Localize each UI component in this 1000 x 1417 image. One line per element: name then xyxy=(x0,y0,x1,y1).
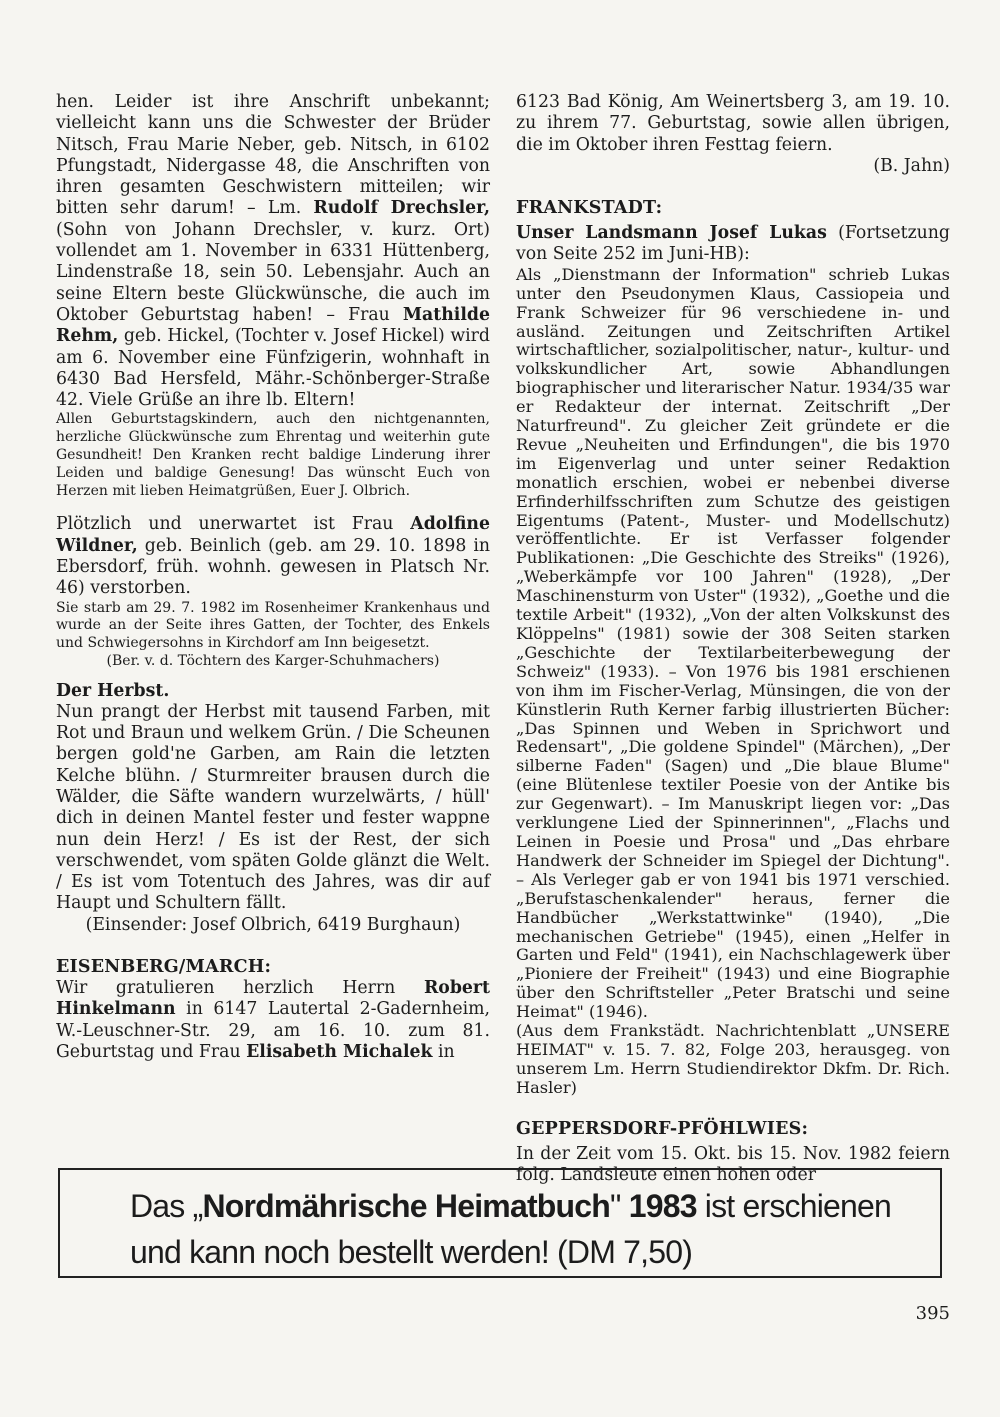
left-column xyxy=(56,92,490,1063)
section-heading-geppersdorf: GEPPERSDORF-PFÖHLWIES: xyxy=(516,1118,809,1139)
poem-text: Nun prangt der Herbst mit tausend Farben, mit Rot und Braun und welkem Grün. / Die Scheunen bergen gold'ne Garben, am Rain die letzten Kelche blühn. / Sturmreiter brausen durch die Wälder, die Säfte wandern wurzelwärts, / hüll' dich in deinen Mantel fester und fester wappne nun dein Herz! / Es ist der Rest, der sich verschwendet, vom späten Golde glänzt die Welt. / Es ist vom Totentuch des Jahres, was dir auf Haupt und Schultern fällt. xyxy=(56,701,490,914)
lukas-source: (Aus dem Frankstädt. Nachrichtenblatt „UNSERE HEIMAT" v. 15. 7. 82, Folge 203, herausgeg. von unserem Lm. Herrn Studiendirektor Dkfm. Dr. Rich. Hasler) xyxy=(516,1021,950,1097)
birthday-continuation: 6123 Bad König, Am Weinertsberg 3, am 19. 10. zu ihrem 77. Geburtstag, sowie allen übrigen, die im Oktober ihren Festtag feiern. xyxy=(516,92,950,155)
birthday-paragraph: hen. Leider ist ihre Anschrift unbekannt; vielleicht kann uns die Schwester der Brüder Nitsch, Frau Marie Neber, geb. Nitsch, in 6102 Pfungstadt, Nidergasse 48, die Anschriften von ihren gesamten Geschwistern mitteilen; wir bitten sehr darum! – Lm. Rudolf Drechsler, (Sohn von Johann Drechsler, v. kurz. Ort) vollendet am 1. November in 6331 Hüttenberg, Lindenstraße 18, sein 50. Lebensjahr. Auch an seine Eltern beste Glückwünsche, die auch im Oktober Geburtstag haben! – Frau Mathilde Rehm, geb. Hickel, (Tochter v. Josef Hickel) wird am 6. November eine Fünfzigerin, wohnhaft in 6430 Bad Hersfeld, Mähr.-Schönberger-Straße 42. Viele Grüße an ihre lb. Eltern! xyxy=(56,92,490,411)
name-adolfine-wildner: Adolfine Wildner, xyxy=(56,514,490,556)
lukas-title: Unser Landsmann Josef Lukas xyxy=(516,223,827,244)
obituary-detail: Sie starb am 29. 7. 1982 im Rosenheimer Krankenhaus und wurde an der Seite ihres Gatten, der Tochter, des Enkels und Schwiegersohns in Kirchdorf am Inn beigesetzt. xyxy=(56,599,490,652)
eisenberg-paragraph: Wir gratulieren herzlich Herrn Robert Hinkelmann in 6147 Lautertal 2-Gadernheim, W.-Leuschner-Str. 29, am 16. 10. zum 81. Geburtstag und Frau Elisabeth Michalek in xyxy=(56,978,490,1062)
poem-sender: (Einsender: Josef Olbrich, 6419 Burghaun) xyxy=(85,914,461,935)
section-heading-frankstadt: FRANKSTADT: xyxy=(516,198,663,219)
poem-title: Der Herbst. xyxy=(56,680,170,701)
banner-line-2: und kann noch bestellt werden! (DM 7,50) xyxy=(130,1234,693,1270)
name-robert-hinkelmann: Robert Hinkelmann xyxy=(56,978,490,1020)
geppersdorf-paragraph: In der Zeit vom 15. Okt. bis 15. Nov. 1982 feiern folg. Landsleute einen hohen oder xyxy=(516,1143,950,1185)
right-column xyxy=(516,92,950,1186)
birthday-signature: (B. Jahn) xyxy=(873,155,950,176)
obituary-paragraph: Plötzlich und unerwartet ist Frau Adolfine Wildner, geb. Beinlich (geb. am 29. 10. 1898 in Ebersdorf, früh. wohnh. gewesen in Platsch Nr. 46) verstorben. xyxy=(56,514,490,599)
heimatbuch-ad-banner xyxy=(58,1168,942,1278)
page-number: 395 xyxy=(915,1303,950,1324)
name-elisabeth-michalek: Elisabeth Michalek xyxy=(246,1041,433,1062)
lukas-intro: Unser Landsmann Josef Lukas (Fortsetzung von Seite 252 im Juni-HB): xyxy=(516,223,950,265)
obituary-source: (Ber. v. d. Töchtern des Karger-Schuhmachers) xyxy=(106,653,440,670)
section-heading-eisenberg: EISENBERG/MARCH: xyxy=(56,957,272,978)
name-mathilde-rehm: Mathilde Rehm, xyxy=(56,304,490,347)
banner-line-1: Das „Nordmährische Heimatbuch" 1983 ist erschienen xyxy=(130,1188,892,1224)
name-rudolf-drechsler: Rudolf Drechsler, xyxy=(313,198,490,219)
lukas-article: Als „Dienstmann der Information" schrieb Lukas unter den Pseudonymen Klaus, Cassiopeia und Frank Schweizer für 96 verschiedene in- und ausländ. Zeitungen und Zeitschriften Artikel wirtschaftlicher, sozialpolitischer, natur-, kultur- und volkskundlicher Art, sowie Abhandlungen biographischer und literarischer Natur. 1934/35 war er Redakteur der internat. Zeitschrift „Der Naturfreund". Zu gleicher Zeit gründete er die Revue „Neuheiten und Erfindungen", die bis 1970 im Eigenverlag und unter seiner Redaktion monatlich erschien, wobei er nebenbei diverse Erfinderhilfsschriften zum Schutze des geistigen Eigentums (Patent-, Muster- und Modellschutz) veröffentlichte. Er ist Verfasser folgender Publikationen: „Die Geschichte des Streiks" (1926), „Weberkämpfe vor 100 Jahren" (1928), „Der Maschinensturm von Uster" (1932), „Goethe und die textile Arbeit" (1932), „Von der alten Volkskunst des Klöppelns" (1981) sowie der 308 Seiten starken „Geschichte der Textilarbeiterbewegung der Schweiz" (1933). – Von 1976 bis 1981 erschienen von ihm im Fischer-Verlag, Münsingen, die von der Künstlerin Ruth Kerner farbig illustrierten Bücher: „Das Spinnen und Weben in Sprichwort und Redensart", „Die goldene Spindel" (Märchen), „Der silberne Faden" (Sagen) und „Die blaue Blume" (eine Blütenlese textiler Poesie von der Antike bis zur Gegenwart). – Im Manuskript liegen vor: „Das verklungene Lied der Spinnerinnen", „Flachs und Leinen in Poesie und Prosa" und „Das ehrbare Handwerk der Schneider im Spiegel der Dichtung". – Als Verleger gab er von 1941 bis 1971 verschied. „Berufstaschenkalender" heraus, ferner die Handbücher „Werkstattwinke" (1940), „Die mechanischen Getriebe" (1945), einen „Helfer in Garten und Feld" (1941), ein Nachschlagewerk über „Pioniere der Freiheit" (1943) und eine Biographie über den Schriftsteller „Peter Bratschi und seine Heimat" (1946). xyxy=(516,264,950,1022)
greetings-paragraph: Allen Geburtstagskindern, auch den nichtgenannten, herzliche Glückwünsche zum Ehrentag und weiterhin gute Gesundheit! Den Kranken recht baldige Linderung ihrer Leiden und baldige Genesung! Das wünscht Euch von Herzen mit lieben Heimatgrüßen, Euer J. Olbrich. xyxy=(56,411,490,499)
